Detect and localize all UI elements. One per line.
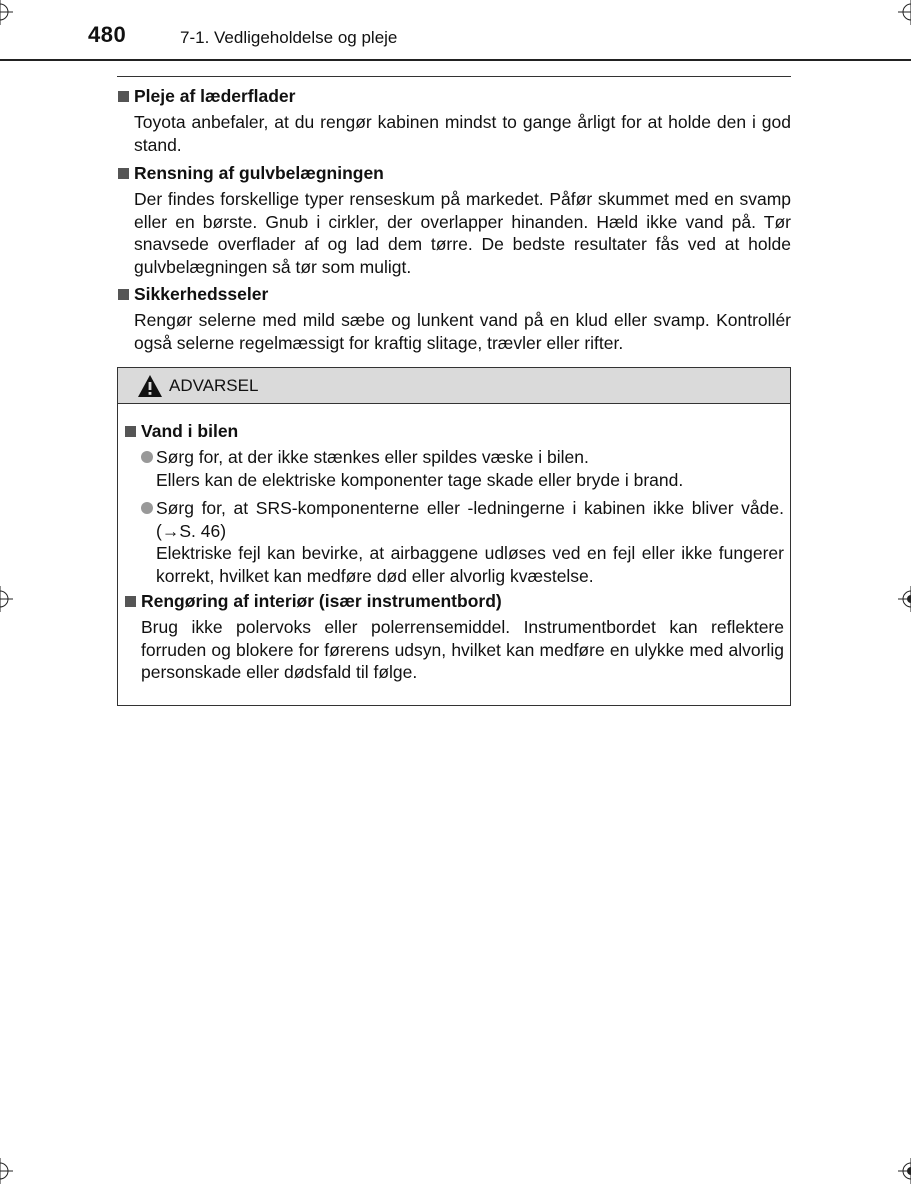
warning-title: ADVARSEL: [169, 375, 259, 395]
section-square-icon: [118, 91, 129, 102]
section-body: Der findes forskellige typer renseskum på markedet. Påfør skummet med en svamp eller en børste. Gnub i cirkler, der overlapper hinanden. Hæld ikke vand på. Tør snavsede overflader af og lad dem tørre. De bedste resultater fås ved at holde gulvbelægningen så tør som muligt.: [134, 189, 791, 277]
section-heading: Sikkerhedsseler: [134, 284, 269, 304]
warning-section-water: [124, 420, 784, 588]
bullet-dot-icon: [141, 451, 153, 463]
chapter-title: 7-1. Vedligeholdelse og pleje: [180, 28, 398, 47]
registration-mark-icon: [898, 586, 911, 612]
section-heading: Rensning af gulvbelægningen: [134, 163, 384, 183]
section-square-icon: [125, 426, 136, 437]
section-leather-care: [117, 85, 791, 156]
registration-mark-icon: [0, 0, 13, 25]
section-floor-covering: [117, 162, 791, 278]
content-divider: [117, 76, 791, 77]
warning-section-heading: Rengøring af interiør (især instrumentbord): [141, 591, 502, 611]
section-body: Rengør selerne med mild sæbe og lunkent vand på en klud eller svamp. Kontrollér også selerne regelmæssigt for kraftig slitage, trævler eller rifter.: [134, 310, 791, 353]
header-divider: [0, 59, 911, 61]
bullet-text: Sørg for, at SRS-komponenterne eller -ledningerne i kabinen ikke bliver våde. (→S. 46): [156, 498, 784, 541]
warning-box: [117, 367, 791, 706]
list-item: [141, 446, 784, 491]
list-item: [141, 497, 784, 587]
section-square-icon: [118, 289, 129, 300]
section-heading: Pleje af læderflader: [134, 86, 296, 106]
registration-mark-icon: [898, 1158, 911, 1184]
bullet-dot-icon: [141, 502, 153, 514]
section-body: Toyota anbefaler, at du rengør kabinen mindst to gange årligt for at holde den i god stand.: [134, 112, 791, 155]
registration-mark-icon: [0, 586, 13, 612]
registration-mark-icon: [898, 0, 911, 25]
warning-header: [118, 368, 790, 404]
registration-mark-icon: [0, 1158, 13, 1184]
bullet-text: Ellers kan de elektriske komponenter tage skade eller bryde i brand.: [156, 469, 684, 490]
warning-section-body: Brug ikke polervoks eller polerrensemiddel. Instrumentbordet kan reflektere forruden og blokere for førerens udsyn, hvilket kan medføre en ulykke med alvorlig personskade eller dødsfald til følge.: [141, 617, 784, 683]
bullet-text: Elektriske fejl kan bevirke, at airbaggene udløses ved en fejl eller ikke fungerer korrekt, hvilket kan medføre død eller alvorlig kvæstelse.: [156, 543, 784, 586]
section-square-icon: [118, 168, 129, 179]
page-number: 480: [88, 22, 127, 47]
warning-triangle-icon: [137, 374, 163, 398]
section-seat-belts: [117, 283, 791, 354]
warning-section-heading: Vand i bilen: [141, 421, 239, 441]
section-square-icon: [125, 596, 136, 607]
bullet-text: Sørg for, at der ikke stænkes eller spildes væske i bilen.: [156, 447, 589, 467]
warning-section-interior: [124, 590, 784, 684]
